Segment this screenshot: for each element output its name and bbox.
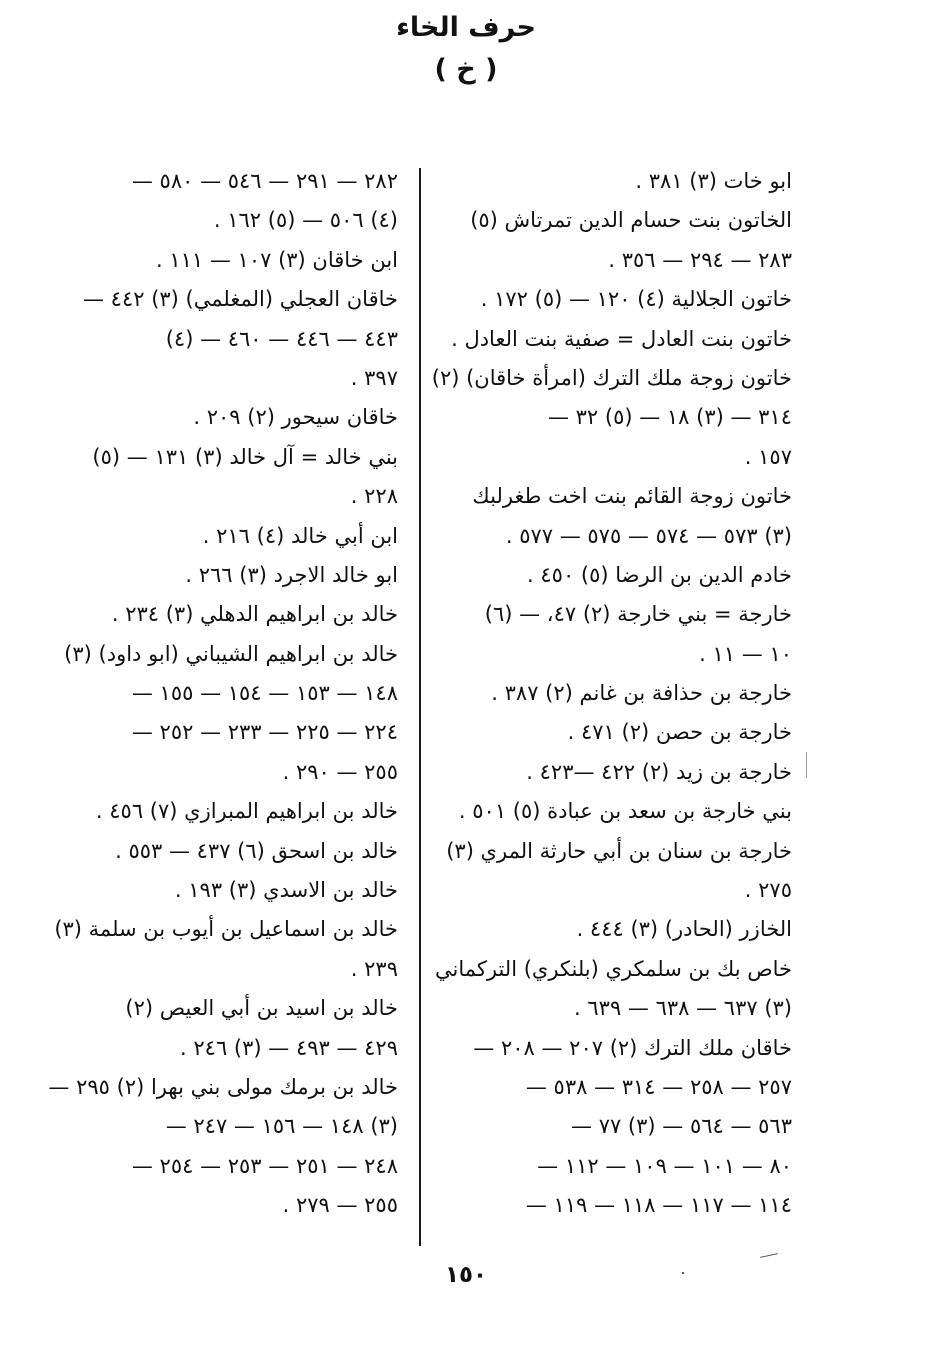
index-entry-line: ٤٤٣ — ٤٤٦ — ٤٦٠ — (٤) xyxy=(165,326,398,351)
index-entry-line: خارجة بن حذافة بن غانم (٢) ٣٨٧ . xyxy=(491,681,792,706)
index-entry-line: ٣٩٧ . xyxy=(350,365,398,390)
index-entry-line: ٢٣٩ . xyxy=(350,956,398,981)
index-entry-line: خاتون زوجة ملك الترك (امرأة خاقان) (٢) xyxy=(431,365,792,390)
index-entry-line: خارجة بن سنان بن أبي حارثة المري (٣) xyxy=(446,838,792,863)
column-divider xyxy=(419,168,421,1246)
index-entry-line: خالد بن اسيد بن أبي العيص (٢) xyxy=(125,996,398,1021)
index-entry-line: خاتون بنت العادل = صفية بنت العادل . xyxy=(451,326,792,351)
index-entry-line: ٨٠ — ١٠١ — ١٠٩ — ١١٢ — xyxy=(537,1153,792,1178)
index-entry-line: ٢٥٥ — ٢٧٩ . xyxy=(282,1193,398,1218)
index-entry-line: ٢٨٣ — ٢٩٤ — ٣٥٦ . xyxy=(608,247,792,272)
index-entry-line: الخازر (الحادر) (٣) ٤٤٤ . xyxy=(576,917,792,942)
index-entry-line: خالد بن ابراهيم الشيباني (ابو داود) (٣) xyxy=(64,641,398,666)
index-entry-line: خالد بن برمك مولى بني بهرا (٢) ٢٩٥ — xyxy=(48,1074,398,1099)
index-entry-line: ابو خات (٣) ٣٨١ . xyxy=(635,169,792,193)
index-entry-line: (٣) ٥٧٣ — ٥٧٤ — ٥٧٥ — ٥٧٧ . xyxy=(505,523,792,548)
index-entry-line: ٢٥٧ — ٢٥٨ — ٣١٤ — ٥٣٨ — xyxy=(525,1074,792,1099)
index-entry-line: خالد بن اسحق (٦) ٤٣٧ — ٥٥٣ . xyxy=(115,838,398,863)
index-entry-line: خاتون الجلالية (٤) ١٢٠ — (٥) ١٧٢ . xyxy=(480,287,792,312)
index-entry-line: ابن خاقان (٣) ١٠٧ — ١١١ . xyxy=(155,247,398,272)
index-entry-line: بني خالد = آل خالد (٣) ١٣١ — (٥) xyxy=(92,444,398,469)
index-entry-line: خاص بك بن سلمكري (بلنكري) التركماني xyxy=(434,956,792,981)
index-entry-line: خالد بن ابراهيم المبرازي (٧) ٤٥٦ . xyxy=(95,799,398,824)
index-entry-line: خاقان العجلي (المغلمي) (٣) ٤٤٢ — xyxy=(82,287,398,312)
section-letter: ( خ ) xyxy=(434,54,498,85)
index-entry-line: خارجة بن زيد (٢) ٤٢٢ —٤٢٣ . xyxy=(526,759,792,784)
index-entry-line: خاقان ملك الترك (٢) ٢٠٧ — ٢٠٨ — xyxy=(473,1035,792,1060)
index-entry-line: (٣) ٦٣٧ — ٦٣٨ — ٦٣٩ . xyxy=(574,996,792,1021)
index-entry-line: ٢٧٥ . xyxy=(744,878,792,903)
index-entry-line: ٤٢٩ — ٤٩٣ — (٣) ٢٤٦ . xyxy=(180,1035,398,1060)
index-entry-line: ١٥٧ . xyxy=(744,444,792,469)
index-entry-line: ١١٤ — ١١٧ — ١١٨ — ١١٩ — xyxy=(525,1193,792,1218)
index-entry-line: ١٠ — ١١ . xyxy=(699,641,792,666)
index-entry-line: ٢٥٥ — ٢٩٠ . xyxy=(282,759,398,784)
index-entry-line: خاقان سيحور (٢) ٢٠٩ . xyxy=(193,405,398,430)
index-entry-line: خالد بن ابراهيم الدهلي (٣) ٢٣٤ . xyxy=(111,602,398,627)
index-entry-line: ابو خالد الاجرد (٣) ٢٦٦ . xyxy=(185,562,398,587)
scan-speck xyxy=(760,1253,778,1258)
index-entry-line: ابن أبي خالد (٤) ٢١٦ . xyxy=(202,523,398,548)
index-entry-line: ٢٢٤ — ٢٢٥ — ٢٣٣ — ٢٥٢ — xyxy=(131,720,398,745)
index-entry-line: ٢٨٢ — ٢٩١ — ٥٤٦ — ٥٨٠ — xyxy=(131,169,398,193)
index-entry-line: ١٤٨ — ١٥٣ — ١٥٤ — ١٥٥ — xyxy=(131,681,398,706)
index-entry-line: (٣) ١٤٨ — ١٥٦ — ٢٤٧ — xyxy=(165,1114,398,1139)
index-entry-line: ٣١٤ — (٣) ١٨ — (٥) ٣٢ — xyxy=(547,405,792,430)
index-entry-line: ٢٤٨ — ٢٥١ — ٢٥٣ — ٢٥٤ — xyxy=(131,1153,398,1178)
index-entry-line: خارجة = بني خارجة (٢) ٤٧، — (٦) xyxy=(484,602,792,627)
index-entry-line: (٤) ٥٠٦ — (٥) ١٦٢ . xyxy=(213,208,398,233)
index-entry-line: خارجة بن حصن (٢) ٤٧١ . xyxy=(567,720,792,745)
index-entry-line: بني خارجة بن سعد بن عبادة (٥) ٥٠١ . xyxy=(458,799,792,824)
index-column-right xyxy=(431,162,792,1226)
index-entry-line: ٥٦٣ — ٥٦٤ — (٣) ٧٧ — xyxy=(571,1114,792,1139)
section-title: حرف الخاء xyxy=(396,12,536,43)
index-entry-line: خالد بن اسماعيل بن أيوب بن سلمة (٣) xyxy=(54,917,398,942)
page-number: ١٥٠ xyxy=(444,1262,488,1288)
index-entry-line: الخاتون بنت حسام الدين تمرتاش (٥) xyxy=(470,208,792,233)
index-entry-line: خادم الدين بن الرضا (٥) ٤٥٠ . xyxy=(527,562,792,587)
index-entry-line: ٢٢٨ . xyxy=(350,484,398,509)
scan-speck xyxy=(806,752,807,778)
index-column-left xyxy=(48,162,398,1226)
index-entry-line: خاتون زوجة القائم بنت اخت طغرلبك xyxy=(472,484,792,509)
scan-speck xyxy=(682,1272,684,1274)
index-entry-line: خالد بن الاسدي (٣) ١٩٣ . xyxy=(174,878,398,903)
